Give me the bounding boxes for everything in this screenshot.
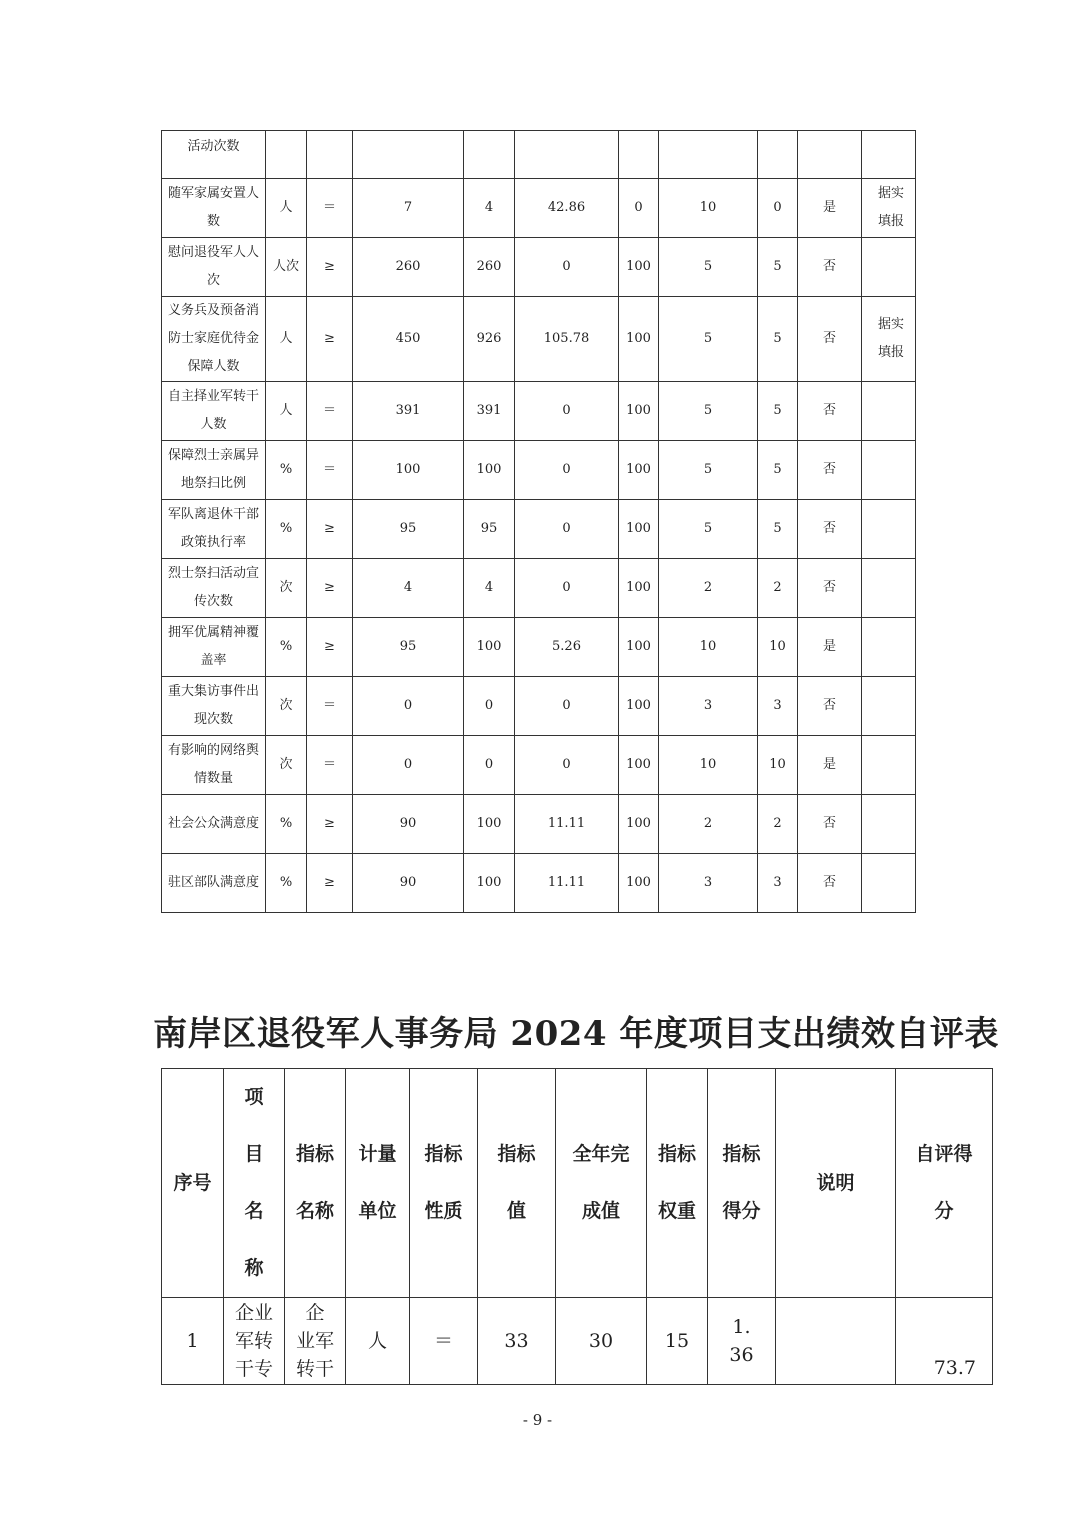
- cell-indicator-name: 有影响的网络舆情数量: [162, 736, 266, 795]
- cell-col7: 100: [619, 736, 659, 795]
- cell-flag: 否: [798, 500, 862, 559]
- cell-unit: 人: [266, 179, 307, 238]
- table-row: [162, 1298, 993, 1385]
- cell-score: 5: [758, 441, 798, 500]
- cell-rate: 42.86: [515, 179, 619, 238]
- cell-note: 据实填报: [862, 179, 916, 238]
- cell-indicator-name: 烈士祭扫活动宣传次数: [162, 559, 266, 618]
- cell-col8: 3: [659, 677, 758, 736]
- cell-actual: 391: [464, 382, 515, 441]
- cell-target: 95: [353, 500, 464, 559]
- header-seq: 序号: [162, 1069, 224, 1298]
- cell-flag: 否: [798, 854, 862, 913]
- cell-note: [862, 131, 916, 179]
- cell-col7: 100: [619, 238, 659, 297]
- cell-unit: %: [266, 441, 307, 500]
- cell-flag: 是: [798, 736, 862, 795]
- cell-score: 3: [758, 854, 798, 913]
- cell-indicator-name: 保障烈士亲属异地祭扫比例: [162, 441, 266, 500]
- cell-col8: 10: [659, 736, 758, 795]
- cell-col8: 2: [659, 559, 758, 618]
- cell-flag: 是: [798, 618, 862, 677]
- cell-actual: 926: [464, 297, 515, 382]
- cell-score: 3: [758, 677, 798, 736]
- cell-actual: 95: [464, 500, 515, 559]
- cell-target: [353, 131, 464, 179]
- cell-col8: 10: [659, 179, 758, 238]
- cell-score: 10: [758, 618, 798, 677]
- performance-self-evaluation-table: [161, 1068, 993, 1385]
- table-row: [162, 854, 916, 913]
- cell-col7: 100: [619, 500, 659, 559]
- cell-rate: 0: [515, 559, 619, 618]
- cell-operator: ＝: [307, 179, 353, 238]
- cell-score: 5: [758, 382, 798, 441]
- cell-value: 33: [478, 1298, 556, 1385]
- cell-target: 0: [353, 736, 464, 795]
- cell-flag: 是: [798, 179, 862, 238]
- table-row: [162, 795, 916, 854]
- table-row: [162, 559, 916, 618]
- cell-indicator-name: 军队离退休干部政策执行率: [162, 500, 266, 559]
- page-number: - 9 -: [522, 1411, 553, 1429]
- cell-operator: ＝: [307, 736, 353, 795]
- cell-actual: [464, 131, 515, 179]
- cell-target: 0: [353, 677, 464, 736]
- cell-operator: ≥: [307, 795, 353, 854]
- header-unit: 计量 单位: [346, 1069, 410, 1298]
- cell-operator: ＝: [307, 441, 353, 500]
- cell-rate: 0: [515, 736, 619, 795]
- cell-actual: 4: [464, 559, 515, 618]
- cell-score: 1. 36: [708, 1298, 776, 1385]
- cell-score: 0: [758, 179, 798, 238]
- cell-self-score: 73.7: [896, 1298, 993, 1385]
- cell-unit: 人次: [266, 238, 307, 297]
- table-row: [162, 441, 916, 500]
- cell-col7: [619, 131, 659, 179]
- cell-indicator-name: 随军家属安置人数: [162, 179, 266, 238]
- table-row: [162, 238, 916, 297]
- cell-indicator-name: 活动次数: [162, 131, 266, 179]
- cell-actual: 4: [464, 179, 515, 238]
- cell-target: 95: [353, 618, 464, 677]
- cell-col7: 100: [619, 618, 659, 677]
- cell-unit: 次: [266, 559, 307, 618]
- header-nature: 指标 性质: [410, 1069, 478, 1298]
- cell-operator: ＝: [307, 677, 353, 736]
- cell-explanation: [776, 1298, 896, 1385]
- cell-operator: ≥: [307, 854, 353, 913]
- cell-actual: 100: [464, 795, 515, 854]
- header-completion: 全年完 成值: [556, 1069, 647, 1298]
- cell-note: [862, 795, 916, 854]
- cell-note: [862, 500, 916, 559]
- cell-unit: %: [266, 500, 307, 559]
- cell-indicator-name: 重大集访事件出现次数: [162, 677, 266, 736]
- cell-note: [862, 677, 916, 736]
- cell-score: 2: [758, 559, 798, 618]
- table-row: [162, 131, 916, 179]
- cell-operator: ≥: [307, 297, 353, 382]
- cell-target: 90: [353, 795, 464, 854]
- cell-actual: 260: [464, 238, 515, 297]
- cell-col7: 100: [619, 297, 659, 382]
- cell-indicator-name: 企 业军 转干: [285, 1298, 346, 1385]
- cell-note: [862, 854, 916, 913]
- cell-col8: 5: [659, 500, 758, 559]
- cell-col8: 5: [659, 382, 758, 441]
- cell-flag: 否: [798, 297, 862, 382]
- page-title: 南岸区退役军人事务局 2024 年度项目支出绩效自评表: [153, 1014, 999, 1054]
- cell-rate: [515, 131, 619, 179]
- cell-indicator-name: 自主择业军转干人数: [162, 382, 266, 441]
- cell-target: 90: [353, 854, 464, 913]
- cell-flag: 否: [798, 795, 862, 854]
- table-row: [162, 736, 916, 795]
- cell-col8: 2: [659, 795, 758, 854]
- cell-flag: 否: [798, 677, 862, 736]
- header-self-score: 自评得 分: [896, 1069, 993, 1298]
- cell-rate: 0: [515, 441, 619, 500]
- cell-target: 100: [353, 441, 464, 500]
- cell-unit: 人: [266, 297, 307, 382]
- cell-col7: 100: [619, 677, 659, 736]
- cell-note: [862, 382, 916, 441]
- cell-flag: [798, 131, 862, 179]
- table-row: [162, 382, 916, 441]
- cell-col7: 100: [619, 441, 659, 500]
- cell-rate: 0: [515, 238, 619, 297]
- cell-weight: 15: [647, 1298, 708, 1385]
- cell-unit: [266, 131, 307, 179]
- cell-target: 450: [353, 297, 464, 382]
- indicator-table-continued: [161, 130, 916, 913]
- cell-operator: ≥: [307, 618, 353, 677]
- cell-score: 10: [758, 736, 798, 795]
- cell-actual: 0: [464, 736, 515, 795]
- cell-operator: ≥: [307, 500, 353, 559]
- cell-flag: 否: [798, 559, 862, 618]
- cell-flag: 否: [798, 238, 862, 297]
- table-row: [162, 677, 916, 736]
- cell-actual: 100: [464, 618, 515, 677]
- cell-unit: 次: [266, 677, 307, 736]
- cell-col8: 10: [659, 618, 758, 677]
- cell-col7: 0: [619, 179, 659, 238]
- cell-target: 260: [353, 238, 464, 297]
- cell-score: 5: [758, 238, 798, 297]
- cell-rate: 11.11: [515, 795, 619, 854]
- cell-rate: 0: [515, 677, 619, 736]
- cell-indicator-name: 驻区部队满意度: [162, 854, 266, 913]
- cell-unit: 次: [266, 736, 307, 795]
- table-header-row: [162, 1069, 993, 1298]
- header-score: 指标 得分: [708, 1069, 776, 1298]
- cell-score: 5: [758, 297, 798, 382]
- cell-col8: [659, 131, 758, 179]
- header-indicator-name: 指标 名称: [285, 1069, 346, 1298]
- table-row: [162, 179, 916, 238]
- cell-rate: 11.11: [515, 854, 619, 913]
- cell-indicator-name: 社会公众满意度: [162, 795, 266, 854]
- cell-actual: 100: [464, 441, 515, 500]
- cell-note: [862, 441, 916, 500]
- cell-completion: 30: [556, 1298, 647, 1385]
- cell-col7: 100: [619, 559, 659, 618]
- cell-indicator-name: 义务兵及预备消防士家庭优待金保障人数: [162, 297, 266, 382]
- cell-rate: 0: [515, 382, 619, 441]
- cell-score: [758, 131, 798, 179]
- cell-note: [862, 238, 916, 297]
- cell-col8: 5: [659, 238, 758, 297]
- cell-note: [862, 618, 916, 677]
- cell-col7: 100: [619, 854, 659, 913]
- header-weight: 指标 权重: [647, 1069, 708, 1298]
- header-value: 指标 值: [478, 1069, 556, 1298]
- cell-operator: ≥: [307, 238, 353, 297]
- cell-operator: ≥: [307, 559, 353, 618]
- cell-target: 4: [353, 559, 464, 618]
- cell-col8: 3: [659, 854, 758, 913]
- cell-note: [862, 736, 916, 795]
- cell-rate: 5.26: [515, 618, 619, 677]
- header-project-name: 项 目 名 称: [224, 1069, 285, 1298]
- cell-note: 据实填报: [862, 297, 916, 382]
- cell-col8: 5: [659, 297, 758, 382]
- cell-rate: 105.78: [515, 297, 619, 382]
- table-row: [162, 500, 916, 559]
- cell-flag: 否: [798, 382, 862, 441]
- cell-project-name: 企业 军转 干专: [224, 1298, 285, 1385]
- cell-score: 2: [758, 795, 798, 854]
- table-row: [162, 297, 916, 382]
- cell-col7: 100: [619, 382, 659, 441]
- header-explanation: 说明: [776, 1069, 896, 1298]
- cell-operator: [307, 131, 353, 179]
- cell-unit: 人: [266, 382, 307, 441]
- cell-unit: 人: [346, 1298, 410, 1385]
- cell-actual: 0: [464, 677, 515, 736]
- cell-indicator-name: 拥军优属精神覆盖率: [162, 618, 266, 677]
- cell-unit: %: [266, 618, 307, 677]
- cell-indicator-name: 慰问退役军人人次: [162, 238, 266, 297]
- cell-col7: 100: [619, 795, 659, 854]
- cell-unit: %: [266, 795, 307, 854]
- cell-rate: 0: [515, 500, 619, 559]
- table-row: [162, 618, 916, 677]
- cell-col8: 5: [659, 441, 758, 500]
- cell-operator: ＝: [307, 382, 353, 441]
- cell-actual: 100: [464, 854, 515, 913]
- cell-target: 7: [353, 179, 464, 238]
- cell-note: [862, 559, 916, 618]
- cell-flag: 否: [798, 441, 862, 500]
- cell-target: 391: [353, 382, 464, 441]
- cell-seq: 1: [162, 1298, 224, 1385]
- cell-nature: ＝: [410, 1298, 478, 1385]
- cell-unit: %: [266, 854, 307, 913]
- cell-score: 5: [758, 500, 798, 559]
